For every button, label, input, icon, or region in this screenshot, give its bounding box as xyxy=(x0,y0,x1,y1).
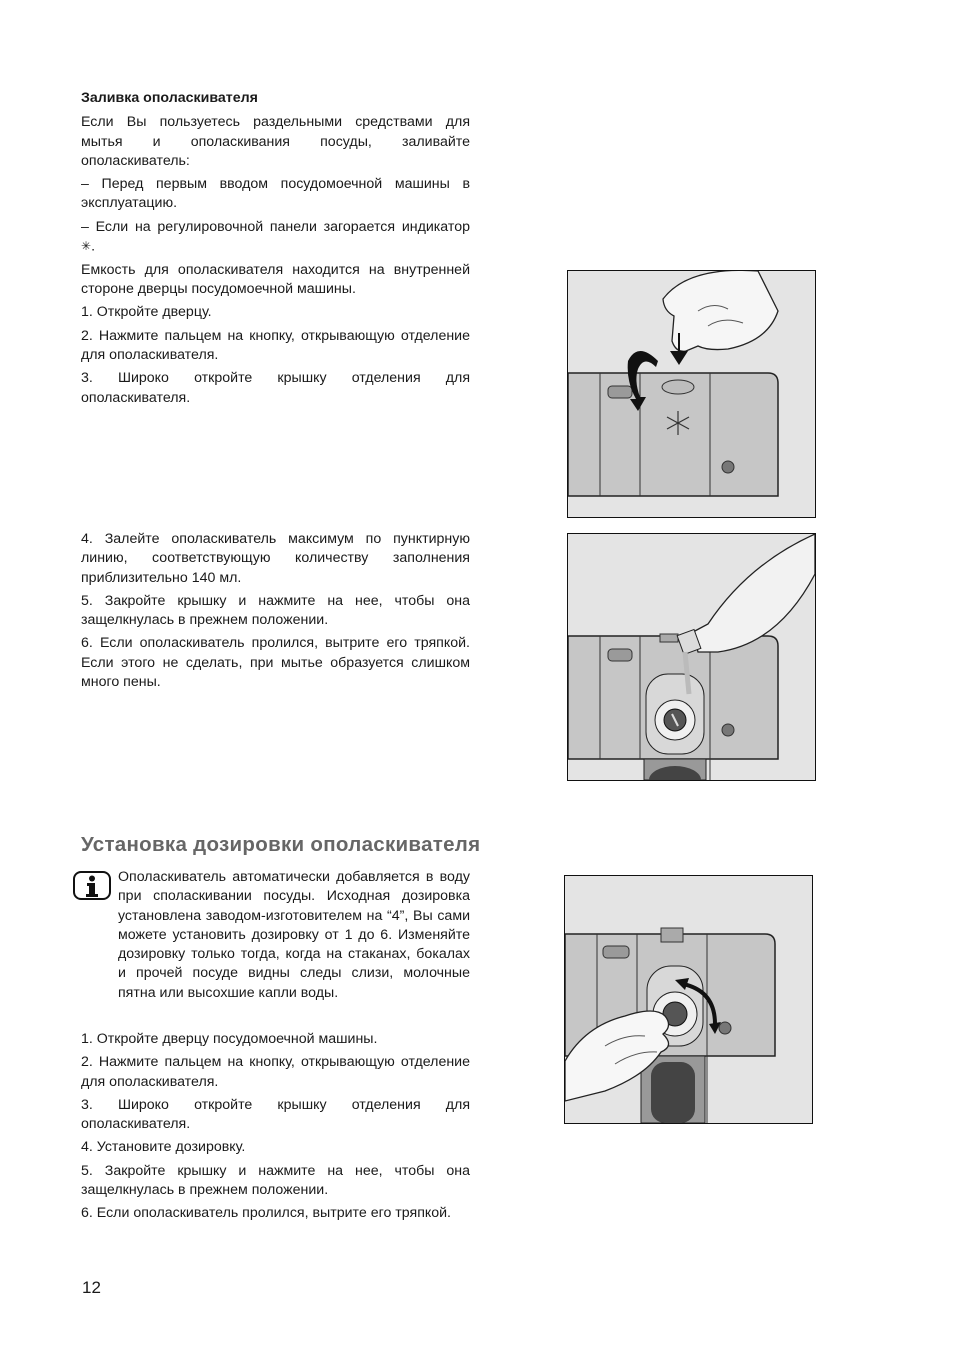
step-open-lid: 3. Широко откройте крышку отделения для ополаскивателя. xyxy=(81,370,470,406)
step-press-button: 2. Нажмите пальцем на кнопку, открывающую отделение для ополаскивателя. xyxy=(81,327,470,363)
dosage-step-wipe-spill: 6. Если ополаскиватель пролился, вытрите его тряпкой. xyxy=(81,1205,452,1222)
bullet-indicator-text: – Если на регулировочной панели загорается индикатор xyxy=(81,218,470,235)
dosage-heading: Установка дозировки ополаскивателя xyxy=(81,833,481,856)
rinse-aid-bullet-indicator xyxy=(81,218,470,257)
rinse-aid-intro-line3: ополаскиватель: xyxy=(81,152,190,169)
rinse-aid-heading: Заливка ополаскивателя xyxy=(81,90,258,106)
asterisk-icon: ✳ xyxy=(81,239,92,254)
rinse-aid-intro-line2: мытья и ополаскивания посуды, заливайте xyxy=(81,133,470,150)
rinse-aid-section-a xyxy=(81,89,470,408)
dosage-step-press-button: 2. Нажмите пальцем на кнопку, открывающую отделение для ополаскивателя. xyxy=(81,1054,470,1090)
dosage-step-open-lid: 3. Широко откройте крышку отделения для ополаскивателя. xyxy=(81,1096,470,1133)
step-wipe-spill: 6. Если ополаскиватель пролился, вытрите его тряпкой. Если этого не сделать, при мытье образуется слишком много пены. xyxy=(81,635,470,691)
figure-press-button xyxy=(567,270,816,518)
dosage-info-block xyxy=(118,868,470,1003)
figure-pour-rinse-aid xyxy=(567,533,816,781)
step-fill: 4. Залейте ополаскиватель максимум по пунктирную линию, соответствующую количеству заполнения приблизительно 140 мл. xyxy=(81,531,470,586)
info-icon xyxy=(72,870,112,902)
dosage-step-set-dosage: 4. Установите дозировку. xyxy=(81,1139,246,1156)
rinse-aid-intro xyxy=(81,113,470,171)
step-open-door: 1. Откройте дверцу. xyxy=(81,304,212,321)
dosage-steps xyxy=(81,1030,470,1224)
rinse-aid-intro-line1: Если Вы пользуетесь раздельными средствами для xyxy=(81,114,470,131)
bullet-indicator-end: . xyxy=(91,238,96,255)
figure-set-dosage xyxy=(564,875,813,1124)
rinse-aid-bullet-first-use: – Перед первым вводом посудомоечной машины в эксплуатацию. xyxy=(81,176,470,212)
dosage-info-text: Ополаскиватель автоматически добавляется в воду при споласкивании посуды. Исходная дозировка установлена заводом-изготовителем на “4”, Вы сами можете установить дозировку от 1 до 6. Изменяйте дозировку только тогда, когда на стаканах, бокалах и прочей посуде видны следы слизи, молочные пятна или высохшие капли воды. xyxy=(118,869,470,1001)
dosage-step-open-door: 1. Откройте дверцу посудомоечной машины. xyxy=(81,1031,378,1047)
page-number: 12 xyxy=(82,1278,101,1297)
dosage-step-close-lid: 5. Закройте крышку и нажмите на нее, чтобы она защелкнулась в прежнем положении. xyxy=(81,1162,470,1199)
step-close-lid: 5. Закройте крышку и нажмите на нее, чтобы она защелкнулась в прежнем положении. xyxy=(81,592,470,629)
rinse-aid-section-b xyxy=(81,530,470,692)
rinse-aid-location: Емкость для ополаскивателя находится на внутренней стороне дверцы посудомоечной машины. xyxy=(81,261,470,298)
